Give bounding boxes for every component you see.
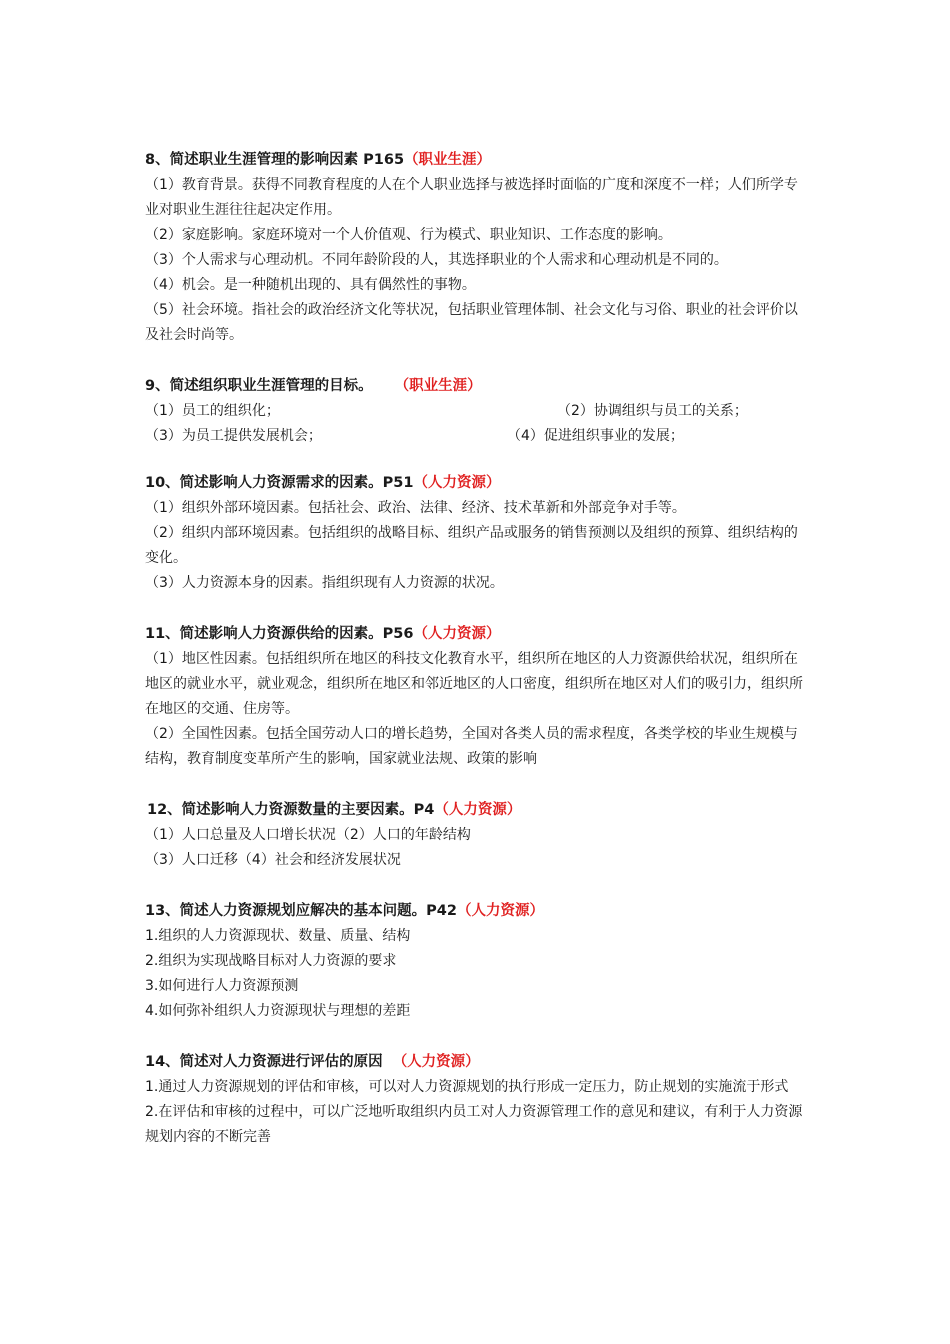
category-tag: （人力资源） — [413, 626, 501, 642]
heading-text: 8、简述职业生涯管理的影响因素 P165 — [145, 152, 405, 168]
section-10 — [145, 471, 811, 596]
body-line: （1）地区性因素。包括组织所在地区的科技文化教育水平，组织所在地区的人力资源供给状况，组织所在地区的就业水平，就业观念，组织所在地区和邻近地区的人口密度，组织所在地区对人们的吸引力，组织所在地区的交通、住房等。 — [145, 651, 803, 717]
goal-item: （3）为员工提供发展机会； — [145, 428, 322, 444]
heading-text: 13、简述人力资源规划应解决的基本问题。P42 — [145, 903, 457, 919]
category-tag: （职业生涯） — [394, 378, 482, 394]
section-heading — [145, 471, 811, 496]
body-line: 2.在评估和审核的过程中，可以广泛地听取组织内员工对人力资源管理工作的意见和建议，有利于人力资源规划内容的不断完善 — [145, 1104, 803, 1145]
category-tag: （人力资源） — [456, 903, 544, 919]
section-14 — [145, 1050, 811, 1150]
category-tag: （职业生涯） — [404, 152, 492, 168]
body-line: （1）人口总量及人口增长状况（2）人口的年龄结构 — [145, 827, 471, 843]
section-heading — [145, 798, 811, 823]
section-heading — [145, 622, 811, 647]
section-heading — [145, 1050, 811, 1075]
body-line: 2.组织为实现战略目标对人力资源的要求 — [145, 953, 397, 969]
section-heading — [145, 148, 811, 173]
category-tag: （人力资源） — [434, 802, 522, 818]
heading-text: 9、简述组织职业生涯管理的目标。 — [145, 378, 373, 394]
category-tag: （人力资源） — [392, 1054, 480, 1070]
body-line: （2）组织内部环境因素。包括组织的战略目标、组织产品或服务的销售预测以及组织的预算、组织结构的变化。 — [145, 525, 798, 566]
category-tag: （人力资源） — [413, 475, 501, 491]
body-line: （3）人口迁移（4）社会和经济发展状况 — [145, 852, 401, 868]
section-heading — [145, 899, 811, 924]
heading-text: 14、简述对人力资源进行评估的原因 — [145, 1054, 383, 1070]
goal-row — [145, 424, 811, 449]
section-11 — [145, 622, 811, 772]
document-content — [145, 148, 811, 1176]
section-heading — [145, 374, 811, 399]
goal-row — [145, 399, 811, 424]
body-line: （2）全国性因素。包括全国劳动人口的增长趋势，全国对各类人员的需求程度，各类学校的毕业生规模与结构，教育制度变革所产生的影响，国家就业法规、政策的影响 — [145, 726, 798, 767]
body-line: （4）机会。是一种随机出现的、具有偶然性的事物。 — [145, 277, 476, 293]
body-line: 3.如何进行人力资源预测 — [145, 978, 299, 994]
section-12 — [145, 798, 811, 873]
heading-text: 11、简述影响人力资源供给的因素。P56 — [145, 626, 414, 642]
body-line: （3）人力资源本身的因素。指组织现有人力资源的状况。 — [145, 575, 504, 591]
heading-text: 10、简述影响人力资源需求的因素。P51 — [145, 475, 414, 491]
body-line: （1）组织外部环境因素。包括社会、政治、法律、经济、技术革新和外部竞争对手等。 — [145, 500, 686, 516]
section-9 — [145, 374, 811, 449]
body-line: （1）教育背景。获得不同教育程度的人在个人职业选择与被选择时面临的广度和深度不一样；人们所学专业对职业生涯往往起决定作用。 — [145, 177, 798, 218]
section-8 — [145, 148, 811, 348]
body-line: （2）家庭影响。家庭环境对一个人价值观、行为模式、职业知识、工作态度的影响。 — [145, 227, 672, 243]
body-line: （3）个人需求与心理动机。不同年龄阶段的人，其选择职业的个人需求和心理动机是不同的。 — [145, 252, 728, 268]
body-line: 1.通过人力资源规划的评估和审核，可以对人力资源规划的执行形成一定压力，防止规划的实施流于形式 — [145, 1079, 789, 1095]
goal-item: （1）员工的组织化； — [145, 403, 280, 419]
section-13 — [145, 899, 811, 1024]
heading-text: 12、简述影响人力资源数量的主要因素。P4 — [147, 802, 435, 818]
goal-item: （2）协调组织与员工的关系； — [557, 403, 748, 419]
body-line: 1.组织的人力资源现状、数量、质量、结构 — [145, 928, 411, 944]
body-line: （5）社会环境。指社会的政治经济文化等状况，包括职业管理体制、社会文化与习俗、职业的社会评价以及社会时尚等。 — [145, 302, 798, 343]
body-line: 4.如何弥补组织人力资源现状与理想的差距 — [145, 1003, 411, 1019]
goal-item: （4）促进组织事业的发展； — [507, 428, 684, 444]
